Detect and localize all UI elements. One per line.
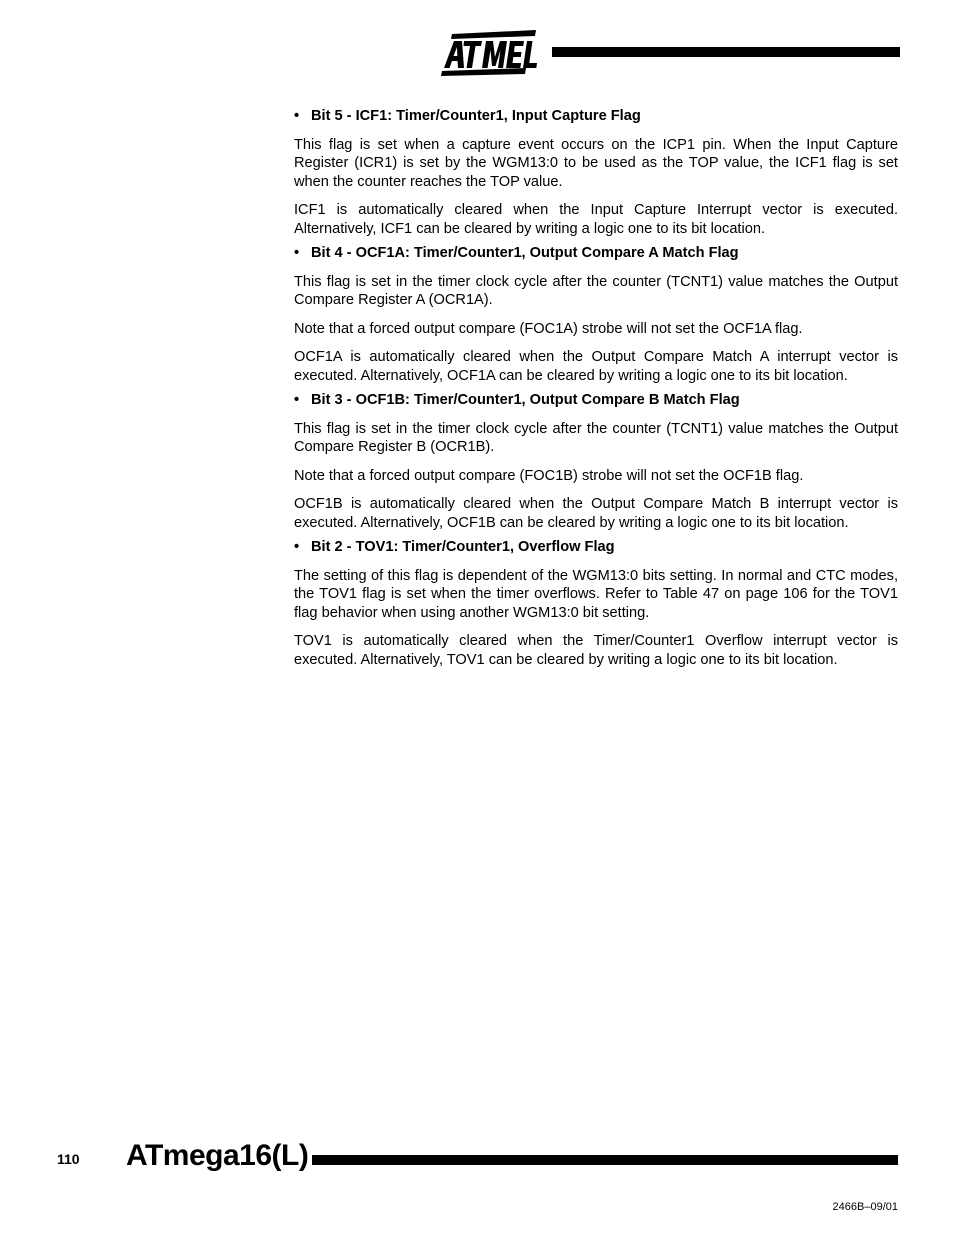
section-heading-ocf1a bbox=[294, 244, 898, 263]
paragraph: This flag is set in the timer clock cycle after the counter (TCNT1) value matches the Output Compare Register B (OCR1B). bbox=[294, 420, 898, 455]
header-rule bbox=[552, 47, 900, 57]
bullet: • bbox=[294, 539, 300, 555]
paragraph: The setting of this flag is dependent of the WGM13:0 bits setting. In normal and CTC modes, the TOV1 flag is set when the timer overflows. Refer to Table 47 on page 106 for the TOV1 flag behavior when using another WGM13:0 bit setting. bbox=[294, 567, 898, 621]
paragraph: Note that a forced output compare (FOC1B) strobe will not set the OCF1B flag. bbox=[294, 467, 804, 484]
footer-title: ATmega16(L) bbox=[126, 1139, 309, 1172]
paragraph: OCF1B is automatically cleared when the Output Compare Match B interrupt vector is executed. Alternatively, OCF1B can be cleared by writing a logic one to its bit location. bbox=[294, 496, 898, 531]
section-heading-tov1 bbox=[294, 538, 898, 557]
section-heading-icf1 bbox=[294, 107, 898, 126]
bullet: • bbox=[294, 245, 300, 261]
paragraph: This flag is set in the timer clock cycle after the counter (TCNT1) value matches the Output Compare Register A (OCR1A). bbox=[294, 273, 898, 308]
paragraph: This flag is set when a capture event occurs on the ICP1 pin. When the Input Capture Register (ICR1) is set by the WGM13:0 to be used as the TOP value, the ICF1 flag is set when the counter reaches the TOP value. bbox=[294, 136, 898, 190]
paragraph: ICF1 is automatically cleared when the Input Capture Interrupt vector is executed. Alternatively, ICF1 can be cleared by writing a logic one to its bit location. bbox=[294, 202, 898, 237]
paragraph: OCF1A is automatically cleared when the Output Compare Match A interrupt vector is executed. Alternatively, OCF1A can be cleared by writing a logic one to its bit location. bbox=[294, 349, 898, 384]
footer-rule bbox=[312, 1155, 898, 1165]
paragraph: Note that a forced output compare (FOC1A) strobe will not set the OCF1A flag. bbox=[294, 320, 803, 337]
page-number: 110 bbox=[57, 1151, 80, 1167]
paragraph: TOV1 is automatically cleared when the Timer/Counter1 Overflow interrupt vector is executed. Alternatively, TOV1 can be cleared by writing a logic one to its bit location. bbox=[294, 633, 898, 668]
bullet: • bbox=[294, 108, 300, 124]
section-heading-ocf1b bbox=[294, 391, 898, 410]
heading-text: Bit 3 - OCF1B: Timer/Counter1, Output Compare B Match Flag bbox=[311, 392, 740, 408]
document-number: 2466B–09/01 bbox=[832, 1201, 898, 1213]
bullet: • bbox=[294, 392, 300, 408]
heading-text: Bit 2 - TOV1: Timer/Counter1, Overflow Flag bbox=[311, 539, 615, 555]
heading-text: Bit 5 - ICF1: Timer/Counter1, Input Capture Flag bbox=[311, 108, 641, 124]
atmel-logo bbox=[438, 28, 540, 78]
heading-text: Bit 4 - OCF1A: Timer/Counter1, Output Compare A Match Flag bbox=[311, 245, 739, 261]
page-content bbox=[294, 107, 898, 679]
